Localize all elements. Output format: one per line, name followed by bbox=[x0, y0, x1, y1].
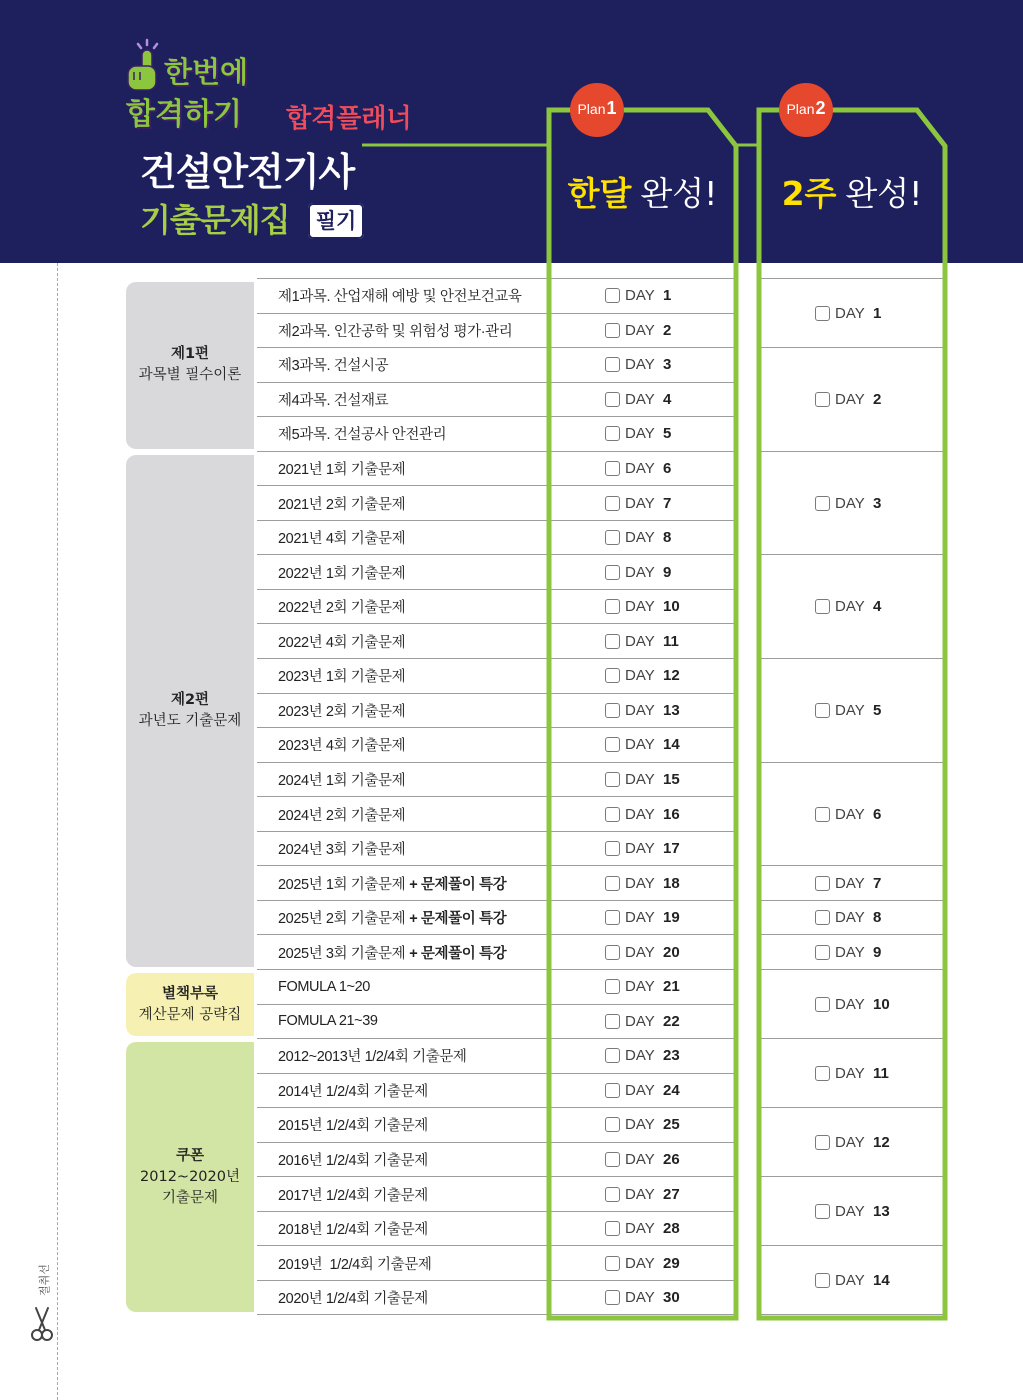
subject-row bbox=[257, 590, 547, 625]
day-label: DAY bbox=[625, 667, 655, 685]
day-label: DAY bbox=[835, 995, 865, 1013]
scissors-icon bbox=[28, 1306, 56, 1342]
plan1-day-cell bbox=[547, 555, 734, 590]
day-label: DAY bbox=[625, 1047, 655, 1065]
plan1-day-number: 23 bbox=[663, 1047, 680, 1065]
subject-label: 2012~2013년 1/2/4회 기출문제 bbox=[278, 1049, 467, 1066]
day-label: DAY bbox=[625, 978, 655, 996]
plan1-day-cell bbox=[547, 935, 734, 970]
checkbox-icon bbox=[815, 599, 830, 614]
plan2-day-cell bbox=[761, 659, 943, 763]
subject-row bbox=[257, 452, 547, 487]
subject-label: 2020년 1/2/4회 기출문제 bbox=[278, 1291, 428, 1308]
section-subtitle: 계산문제 공략집 bbox=[138, 1006, 242, 1023]
checkbox-icon bbox=[815, 306, 830, 321]
plan1-day-number: 13 bbox=[663, 701, 680, 719]
subject-label: 제1과목. 산업재해 예방 및 안전보건교육 bbox=[278, 289, 522, 306]
day-label: DAY bbox=[835, 701, 865, 719]
checkbox-icon bbox=[605, 772, 620, 787]
day-label: DAY bbox=[625, 1185, 655, 1203]
plan2-day-cell bbox=[761, 1246, 943, 1315]
plan2-day-number: 3 bbox=[873, 494, 882, 512]
subject-row bbox=[257, 659, 547, 694]
subject-label: 2024년 3회 기출문제 bbox=[278, 842, 406, 859]
day-label: DAY bbox=[835, 1133, 865, 1151]
plan1-day-number: 24 bbox=[663, 1081, 680, 1099]
pointing-hand-icon bbox=[122, 38, 164, 94]
plan1-day-cell bbox=[547, 348, 734, 383]
day-label: DAY bbox=[625, 943, 655, 961]
checkbox-icon bbox=[815, 392, 830, 407]
plan1-day-number: 11 bbox=[663, 632, 679, 650]
checkbox-icon bbox=[605, 392, 620, 407]
plan2-day-number: 12 bbox=[873, 1133, 890, 1151]
plan2-day-number: 9 bbox=[873, 943, 882, 961]
subject-label: FOMULA 21~39 bbox=[278, 1013, 378, 1030]
day-label: DAY bbox=[625, 563, 655, 581]
plan1-day-cell bbox=[547, 383, 734, 418]
subject-label: 2025년 3회 기출문제 bbox=[278, 945, 406, 962]
checkbox-icon bbox=[605, 1083, 620, 1098]
subject-label: 2024년 1회 기출문제 bbox=[278, 772, 406, 789]
subject-label: 2014년 1/2/4회 기출문제 bbox=[278, 1083, 428, 1100]
day-label: DAY bbox=[835, 494, 865, 512]
subject-row bbox=[257, 521, 547, 556]
subject-label: 2021년 2회 기출문제 bbox=[278, 496, 406, 513]
plan1-day-cell bbox=[547, 1246, 734, 1281]
plan1-day-number: 30 bbox=[663, 1289, 680, 1307]
plan1-day-number: 26 bbox=[663, 1151, 680, 1169]
subject-label: 2019년 1/2/4회 기출문제 bbox=[278, 1256, 432, 1273]
logo-text-line1: 한번에 bbox=[164, 55, 249, 89]
plan2-day-number: 11 bbox=[873, 1064, 889, 1082]
day-label: DAY bbox=[835, 1064, 865, 1082]
subject-row bbox=[257, 486, 547, 521]
section-subtitle: 과목별 필수이론 bbox=[138, 367, 242, 384]
subject-label: 2021년 1회 기출문제 bbox=[278, 462, 406, 479]
day-label: DAY bbox=[625, 1081, 655, 1099]
checkbox-icon bbox=[605, 737, 620, 752]
checkbox-icon bbox=[605, 565, 620, 580]
subject-row bbox=[257, 279, 547, 314]
plan2-day-number: 6 bbox=[873, 805, 882, 823]
day-label: DAY bbox=[625, 1220, 655, 1238]
plan1-day-number: 27 bbox=[663, 1185, 680, 1203]
day-label: DAY bbox=[625, 840, 655, 858]
day-label: DAY bbox=[625, 460, 655, 478]
day-label: DAY bbox=[835, 390, 865, 408]
day-label: DAY bbox=[625, 1116, 655, 1134]
plan2-day-cell bbox=[761, 1039, 943, 1108]
subject-label: 2021년 4회 기출문제 bbox=[278, 531, 406, 548]
day-label: DAY bbox=[625, 701, 655, 719]
checkbox-icon bbox=[605, 703, 620, 718]
day-label: DAY bbox=[625, 909, 655, 927]
plan2-headline-emphasis: 2주 bbox=[781, 174, 837, 213]
section-label-box bbox=[126, 1042, 254, 1312]
plan1-day-number: 14 bbox=[663, 736, 680, 754]
subject-label: 2022년 4회 기출문제 bbox=[278, 634, 406, 651]
subject-row bbox=[257, 417, 547, 452]
day-label: DAY bbox=[625, 1254, 655, 1272]
checkbox-icon bbox=[815, 1204, 830, 1219]
checkbox-icon bbox=[605, 530, 620, 545]
plan1-day-cell bbox=[547, 1177, 734, 1212]
plan2-day-number: 5 bbox=[873, 701, 882, 719]
plan1-day-cell bbox=[547, 1005, 734, 1040]
checkbox-icon bbox=[605, 426, 620, 441]
subject-label: 2023년 4회 기출문제 bbox=[278, 738, 406, 755]
section-subtitle: 과년도 기출문제 bbox=[138, 712, 242, 729]
checkbox-icon bbox=[605, 1221, 620, 1236]
plan1-day-cell bbox=[547, 1108, 734, 1143]
plan1-day-number: 22 bbox=[663, 1012, 680, 1030]
plan1-day-number: 16 bbox=[663, 805, 680, 823]
plan1-day-cell bbox=[547, 314, 734, 349]
day-label: DAY bbox=[625, 356, 655, 374]
plan1-day-number: 4 bbox=[663, 390, 672, 408]
plan1-badge-number: 1 bbox=[606, 98, 617, 118]
subject-label: 제2과목. 인간공학 및 위험성 평가·관리 bbox=[278, 323, 513, 340]
day-label: DAY bbox=[625, 494, 655, 512]
subject-extra-label: + 문제풀이 특강 bbox=[409, 911, 507, 928]
checkbox-icon bbox=[605, 841, 620, 856]
plan2-headline-rest: 완성! bbox=[845, 174, 923, 213]
plan1-day-cell bbox=[547, 970, 734, 1005]
plan1-day-number: 6 bbox=[663, 460, 672, 478]
checkbox-icon bbox=[815, 1273, 830, 1288]
day-label: DAY bbox=[835, 874, 865, 892]
subject-row bbox=[257, 1108, 547, 1143]
section-label-box bbox=[126, 455, 254, 967]
subject-row bbox=[257, 1005, 547, 1040]
plan1-headline-emphasis: 한달 bbox=[567, 174, 632, 213]
subject-label: 제4과목. 건설재료 bbox=[278, 392, 389, 409]
day-label: DAY bbox=[625, 1151, 655, 1169]
subject-extra-label: + 문제풀이 특강 bbox=[409, 876, 507, 893]
plan1-badge bbox=[570, 83, 624, 137]
plan1-day-cell bbox=[547, 728, 734, 763]
subject-row bbox=[257, 314, 547, 349]
day-label: DAY bbox=[835, 805, 865, 823]
subject-label: 2022년 2회 기출문제 bbox=[278, 600, 406, 617]
plan1-day-cell bbox=[547, 901, 734, 936]
plan1-day-number: 12 bbox=[663, 667, 680, 685]
checkbox-icon bbox=[605, 668, 620, 683]
plan1-day-number: 21 bbox=[663, 978, 680, 996]
checkbox-icon bbox=[605, 1014, 620, 1029]
checkbox-icon bbox=[815, 910, 830, 925]
plan1-day-number: 15 bbox=[663, 770, 680, 788]
subject-row bbox=[257, 348, 547, 383]
subject-row bbox=[257, 1143, 547, 1178]
subject-row bbox=[257, 1281, 547, 1316]
day-label: DAY bbox=[625, 390, 655, 408]
plan1-headline-rest: 완성! bbox=[640, 174, 718, 213]
checkbox-icon bbox=[815, 1066, 830, 1081]
subject-row bbox=[257, 555, 547, 590]
plan1-day-cell bbox=[547, 452, 734, 487]
plan2-badge bbox=[779, 83, 833, 137]
plan1-day-number: 29 bbox=[663, 1254, 680, 1272]
checkbox-icon bbox=[605, 634, 620, 649]
plan2-day-number: 4 bbox=[873, 598, 882, 616]
subject-label: 제3과목. 건설시공 bbox=[278, 358, 389, 375]
plan1-day-number: 8 bbox=[663, 529, 672, 547]
day-label: DAY bbox=[835, 304, 865, 322]
day-label: DAY bbox=[625, 321, 655, 339]
plan1-day-cell bbox=[547, 1074, 734, 1109]
checkbox-icon bbox=[605, 910, 620, 925]
checkbox-icon bbox=[605, 357, 620, 372]
day-label: DAY bbox=[625, 1012, 655, 1030]
checkbox-icon bbox=[815, 997, 830, 1012]
subject-row bbox=[257, 1177, 547, 1212]
section-title: 제2편 bbox=[170, 691, 210, 708]
subject-row bbox=[257, 1212, 547, 1247]
subject-label: 2023년 1회 기출문제 bbox=[278, 669, 406, 686]
day-label: DAY bbox=[625, 632, 655, 650]
planner-label: 합격플래너 bbox=[286, 104, 412, 134]
checkbox-icon bbox=[815, 703, 830, 718]
plan1-day-cell bbox=[547, 590, 734, 625]
subject-label: 2015년 1/2/4회 기출문제 bbox=[278, 1118, 428, 1135]
plan2-day-cell bbox=[761, 935, 943, 970]
day-label: DAY bbox=[625, 529, 655, 547]
checkbox-icon bbox=[605, 1256, 620, 1271]
plan1-day-cell bbox=[547, 832, 734, 867]
plan1-day-cell bbox=[547, 694, 734, 729]
day-label: DAY bbox=[625, 598, 655, 616]
plan2-badge-word: Plan bbox=[786, 101, 815, 117]
plan1-day-number: 18 bbox=[663, 874, 680, 892]
subject-row bbox=[257, 797, 547, 832]
subject-row bbox=[257, 935, 547, 970]
checkbox-icon bbox=[605, 1152, 620, 1167]
plan2-headline bbox=[761, 172, 943, 216]
plan1-day-cell bbox=[547, 417, 734, 452]
checkbox-icon bbox=[605, 461, 620, 476]
section-subtitle: 기출문제 bbox=[161, 1189, 219, 1206]
plan1-day-number: 7 bbox=[663, 494, 672, 512]
checkbox-icon bbox=[605, 807, 620, 822]
plan1-day-cell bbox=[547, 1212, 734, 1247]
section-label-box bbox=[126, 973, 254, 1036]
checkbox-icon bbox=[815, 1135, 830, 1150]
section-title: 쿠폰 bbox=[175, 1147, 204, 1164]
checkbox-icon bbox=[605, 599, 620, 614]
plan1-day-cell bbox=[547, 797, 734, 832]
day-label: DAY bbox=[625, 1289, 655, 1307]
section-label-box bbox=[126, 282, 254, 449]
plan1-day-cell bbox=[547, 521, 734, 556]
checkbox-icon bbox=[605, 323, 620, 338]
day-label: DAY bbox=[835, 1202, 865, 1220]
checkbox-icon bbox=[815, 945, 830, 960]
subject-row bbox=[257, 625, 547, 660]
subject-row bbox=[257, 1039, 547, 1074]
subject-row bbox=[257, 383, 547, 418]
book-title: 건설안전기사 bbox=[140, 150, 355, 194]
checkbox-icon bbox=[605, 288, 620, 303]
checkbox-icon bbox=[605, 1187, 620, 1202]
subject-row bbox=[257, 866, 547, 901]
plan2-day-number: 13 bbox=[873, 1202, 890, 1220]
day-label: DAY bbox=[835, 909, 865, 927]
day-label: DAY bbox=[625, 425, 655, 443]
plan2-day-number: 10 bbox=[873, 995, 890, 1013]
logo-text-line2: 합격하기 bbox=[126, 97, 242, 132]
plan1-day-cell bbox=[547, 763, 734, 798]
checkbox-icon bbox=[815, 876, 830, 891]
plan1-day-number: 3 bbox=[663, 356, 672, 374]
plan1-day-number: 10 bbox=[663, 598, 680, 616]
checkbox-icon bbox=[605, 1048, 620, 1063]
subject-label: 2023년 2회 기출문제 bbox=[278, 703, 406, 720]
subject-label: 2022년 1회 기출문제 bbox=[278, 565, 406, 582]
plan1-headline bbox=[551, 172, 734, 216]
subject-label: 2025년 1회 기출문제 bbox=[278, 876, 406, 893]
plan1-day-number: 5 bbox=[663, 425, 672, 443]
day-label: DAY bbox=[625, 770, 655, 788]
plan2-day-number: 1 bbox=[873, 304, 882, 322]
checkbox-icon bbox=[815, 807, 830, 822]
plan2-badge-number: 2 bbox=[815, 98, 826, 118]
day-label: DAY bbox=[625, 874, 655, 892]
subject-row bbox=[257, 728, 547, 763]
subject-row bbox=[257, 763, 547, 798]
plan1-day-number: 28 bbox=[663, 1220, 680, 1238]
subject-row bbox=[257, 901, 547, 936]
plan1-day-number: 2 bbox=[663, 321, 672, 339]
plan1-badge-word: Plan bbox=[577, 101, 606, 117]
plan2-day-cell bbox=[761, 348, 943, 452]
subject-label: 2016년 1/2/4회 기출문제 bbox=[278, 1153, 428, 1170]
day-label: DAY bbox=[625, 287, 655, 305]
section-title: 별책부록 bbox=[161, 985, 219, 1002]
checkbox-icon bbox=[605, 945, 620, 960]
plan2-day-number: 8 bbox=[873, 909, 882, 927]
checkbox-icon bbox=[815, 496, 830, 511]
plan1-day-cell bbox=[547, 1281, 734, 1316]
subject-label: 제5과목. 건설공사 안전관리 bbox=[278, 427, 447, 444]
plan1-day-number: 9 bbox=[663, 563, 672, 581]
plan1-day-cell bbox=[547, 625, 734, 660]
written-exam-badge: 필기 bbox=[308, 203, 364, 239]
plan2-day-cell bbox=[761, 1177, 943, 1246]
plan1-day-number: 1 bbox=[663, 287, 672, 305]
plan1-day-number: 20 bbox=[663, 943, 680, 961]
subject-label: 2024년 2회 기출문제 bbox=[278, 807, 406, 824]
subject-row bbox=[257, 970, 547, 1005]
plan2-day-cell bbox=[761, 279, 943, 348]
plan1-day-cell bbox=[547, 486, 734, 521]
plan2-day-number: 7 bbox=[873, 874, 882, 892]
plan1-day-cell bbox=[547, 1039, 734, 1074]
plan1-day-cell bbox=[547, 866, 734, 901]
subject-row bbox=[257, 694, 547, 729]
plan2-day-cell bbox=[761, 555, 943, 659]
plan2-day-cell bbox=[761, 1108, 943, 1177]
book-subtitle: 기출문제집 bbox=[140, 201, 290, 239]
subject-label: 2025년 2회 기출문제 bbox=[278, 911, 406, 928]
day-label: DAY bbox=[835, 1271, 865, 1289]
checkbox-icon bbox=[605, 876, 620, 891]
cut-line-label: 절취선 bbox=[38, 1264, 51, 1296]
plan2-day-cell bbox=[761, 866, 943, 901]
plan2-day-cell bbox=[761, 901, 943, 936]
plan1-day-number: 25 bbox=[663, 1116, 680, 1134]
day-label: DAY bbox=[625, 736, 655, 754]
plan2-day-cell bbox=[761, 452, 943, 556]
section-subtitle: 2012~2020년 bbox=[140, 1168, 240, 1185]
day-label: DAY bbox=[625, 805, 655, 823]
plan2-day-cell bbox=[761, 970, 943, 1039]
checkbox-icon bbox=[605, 496, 620, 511]
plan2-day-number: 14 bbox=[873, 1271, 890, 1289]
plan1-day-cell bbox=[547, 1143, 734, 1178]
subject-extra-label: + 문제풀이 특강 bbox=[409, 945, 507, 962]
plan1-day-number: 19 bbox=[663, 909, 680, 927]
subject-label: FOMULA 1~20 bbox=[278, 978, 370, 995]
subject-label: 2017년 1/2/4회 기출문제 bbox=[278, 1187, 428, 1204]
section-title: 제1편 bbox=[170, 346, 210, 363]
plan2-day-cell bbox=[761, 763, 943, 867]
day-label: DAY bbox=[835, 598, 865, 616]
checkbox-icon bbox=[605, 1290, 620, 1305]
checkbox-icon bbox=[605, 979, 620, 994]
subject-label: 2018년 1/2/4회 기출문제 bbox=[278, 1222, 428, 1239]
checkbox-icon bbox=[605, 1117, 620, 1132]
day-label: DAY bbox=[835, 943, 865, 961]
subject-row bbox=[257, 1074, 547, 1109]
subject-row bbox=[257, 1246, 547, 1281]
plan1-day-number: 17 bbox=[663, 840, 680, 858]
plan2-day-number: 2 bbox=[873, 390, 882, 408]
plan1-day-cell bbox=[547, 659, 734, 694]
subject-row bbox=[257, 832, 547, 867]
plan1-day-cell bbox=[547, 279, 734, 314]
